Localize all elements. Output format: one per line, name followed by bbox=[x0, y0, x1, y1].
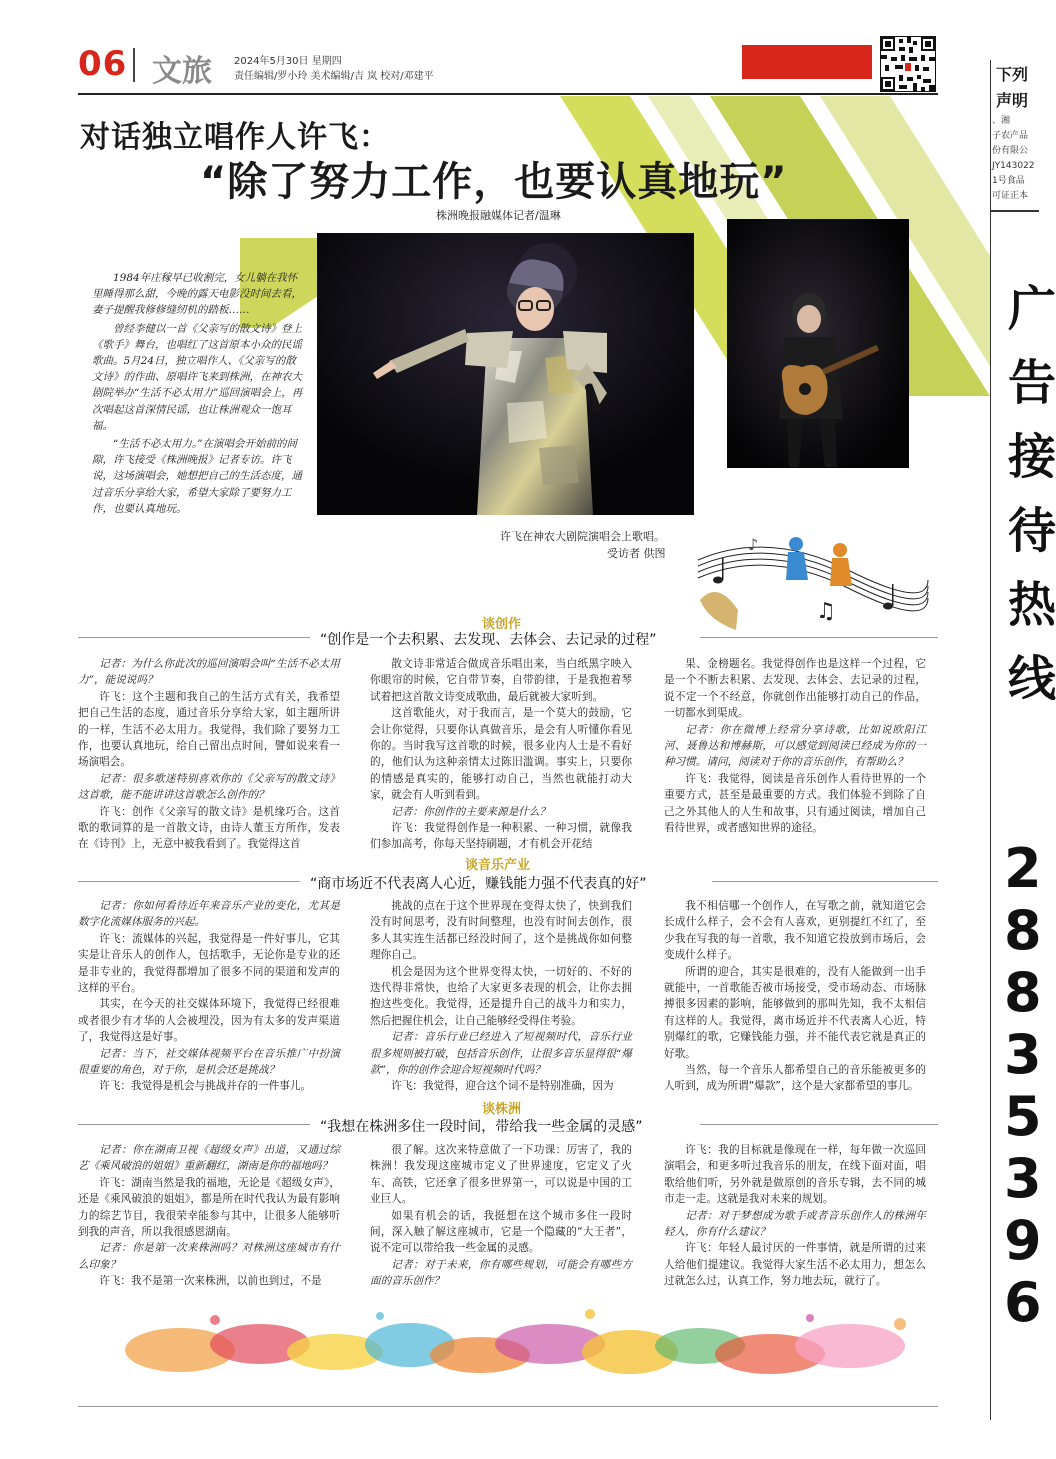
headline-line-2: “除了努力工作，也要认真地玩” bbox=[200, 159, 788, 205]
intro-paragraph: 1984年庄稼早已收割完，女儿躺在我怀里睡得那么甜，今晚的露天电影没时间去看，妻子提醒我修修缝纫机的踏板…… bbox=[92, 272, 302, 317]
ad-hotline-title bbox=[1008, 272, 1056, 716]
interview-answer: 许飞：我觉得，阅读是音乐创作人看待世界的一个重要方式，甚至是最重要的方式。我们体验不到除了自己之外其他人的人生和故事，只有通过阅读，增加自己看待世界，或者感知世界的途径。 bbox=[664, 772, 926, 835]
byline: 株洲晚报融媒体记者/温琳 bbox=[436, 209, 561, 222]
newspaper-logo bbox=[742, 45, 872, 79]
ad-digit: 8 bbox=[1004, 961, 1042, 1024]
interview-answer: 所谓的迎合，其实是很难的，没有人能做到一出手就能中，一首歌能否被市场接受，受市场动态、市场脉搏很多因素的影响，能够做到的那叫先知，我不太相信有这样的人。我觉得，离市场近并不代表离人心近，特别爆红的歌，它赚钱能力强，并不能代表它就是真正的好歌。 bbox=[664, 965, 926, 1060]
article-column bbox=[78, 898, 340, 1095]
interview-question: 记者：当下，社交媒体视频平台在音乐推广中扮演很重要的角色，对于你，是机会还是挑战？ bbox=[78, 1047, 340, 1077]
ad-digit: 9 bbox=[1004, 1209, 1042, 1272]
section-rule bbox=[78, 1124, 310, 1125]
interview-answer: 果、金榜题名。我觉得创作也是这样一个过程，它是一个不断去积累、去发现、去体会、去记录的过程，说不定一个不经意，你就创作出能够打动自己的作品，一切都水到渠成。 bbox=[664, 658, 926, 720]
notice-line: 份有限公 bbox=[992, 146, 1029, 156]
interview-answer: 如果有机会的话，我挺想在这个城市多住一段时间，深入触了解这座城市，它是一个隐藏的“大王者”，说不定可以带给我一些金属的灵感。 bbox=[370, 1209, 632, 1255]
ad-hotline-number bbox=[1004, 838, 1044, 1334]
interview-answer: 许飞：年轻人最讨厌的一件事情，就是所谓的过来人给他们提建议。我觉得大家生活不必太用力，想怎么过就怎么过，认真工作，努力地去玩，就行了。 bbox=[664, 1242, 926, 1288]
interview-question: 记者：对于梦想成为歌手或者音乐创作人的株洲年轻人，你有什么建议？ bbox=[664, 1209, 926, 1239]
ad-char: 接 bbox=[1008, 429, 1056, 485]
ad-char: 广 bbox=[1008, 281, 1056, 337]
section-quote-industry: “商市场近不代表离人心近，赚钱能力强不代表真的好” bbox=[310, 876, 647, 892]
article-column bbox=[370, 1142, 632, 1290]
section-name: 文旅 bbox=[152, 54, 212, 89]
header-divider bbox=[133, 48, 135, 82]
section-quote-creation: “创作是一个去积累、去发现、去体会、去记录的过程” bbox=[320, 632, 657, 648]
notice-line: 可证正本 bbox=[992, 191, 1029, 201]
notice-line: 、湘 bbox=[992, 116, 1011, 126]
header-rule bbox=[78, 93, 938, 95]
interview-answer: 挑战的点在于这个世界现在变得太快了，快到我们没有时间思考，没有时间整理，也没有时间去创作，很多人其实连生活都已经没时间了，这个是挑战你如何整理你自己。 bbox=[370, 900, 632, 962]
interview-question: 记者：你如何看待近年来音乐产业的变化，尤其是数字化流媒体服务的兴起。 bbox=[78, 900, 340, 929]
interview-answer: 我不相信哪一个创作人，在写歌之前，就知道它会长成什么样子，会不会有人喜欢，更别提红不红了，至少我在写我的每一首歌，我不知道它投放到市场后，会变成什么样子。 bbox=[664, 900, 926, 962]
interview-question: 记者：为什么你此次的巡回演唱会叫“生活不必太用力”，能说说吗？ bbox=[78, 658, 340, 687]
interview-answer: 机会是因为这个世界变得太快，一切好的、不好的迭代得非常快，也给了大家更多表现的机会，让你去拥抱这些变化。我觉得，还是提升自己的战斗力和实力，然后把握住机会，让自己能够经受得住考验。 bbox=[370, 965, 632, 1027]
intro-paragraph: 曾经李健以一首《父亲写的散文诗》登上《歌手》舞台，也唱红了这首原本小众的民谣歌曲。5月24日，独立唱作人、《父亲写的散文诗》的作曲、原唱许飞来到株洲，在神农大剧院举办“生活不必太用力”巡回演唱会上，再次唱起这首深情民谣，也让株洲观众一饱耳福。 bbox=[92, 322, 303, 432]
interview-answer: 许飞：这个主题和我自己的生活方式有关，我希望把自己生活的态度，通过音乐分享给大家，如主题所讲的一样，生活不必太用力。我觉得，我们除了要努力工作，也要认真地玩，给自己留出点时间，譬如说来看一场演唱会。 bbox=[78, 690, 340, 769]
article-column bbox=[370, 656, 632, 853]
interview-answer: 许飞：湖南当然是我的福地，无论是《超级女声》，还是《乘风破浪的姐姐》，都是所在时代我认为最有影响力的综艺节目，我很荣幸能参与其中，让很多人能够听到我的声音，所以我很感恩湖南。 bbox=[78, 1176, 340, 1239]
svg-text:♫: ♫ bbox=[816, 599, 836, 624]
section-rule bbox=[712, 881, 938, 882]
section-rule bbox=[700, 1124, 938, 1125]
paint-splash-decoration bbox=[120, 1300, 940, 1382]
interview-answer: 许飞：创作《父亲写的散文诗》是机缘巧合。这首歌的歌词算的是一首散文诗，由诗人董玉方所作，发表在《诗刊》上，无意中被我看到了。我觉得这首 bbox=[78, 805, 340, 851]
notice-text bbox=[992, 114, 1039, 204]
ad-digit: 5 bbox=[1004, 1085, 1042, 1148]
notice-heading: 声明 bbox=[996, 91, 1029, 110]
ad-digit: 2 bbox=[1004, 837, 1042, 900]
interview-question: 记者：很多歌迷特别喜欢你的《父亲写的散文诗》这首歌，能不能讲讲这首歌怎么创作的？ bbox=[78, 772, 340, 802]
notice-line: 子农产品 bbox=[992, 131, 1029, 141]
article-column bbox=[664, 1142, 926, 1290]
ad-digit: 3 bbox=[1004, 1023, 1042, 1086]
interview-answer: 许飞：流媒体的兴起，我觉得是一件好事儿，它其实是让音乐人的创作人，包括歌手，无论你是专业的还是非专业的，我觉得都增加了很多不同的渠道和发声的这样的平台。 bbox=[78, 932, 340, 995]
notice-rule bbox=[990, 210, 1039, 212]
article-column bbox=[78, 1142, 340, 1290]
interview-question: 记者：你创作的主要来源是什么？ bbox=[391, 805, 551, 818]
interview-question: 记者：你在微博上经常分享诗歌，比如说欧阳江河、聂鲁达和博赫斯，可以感觉到阅读已经成为你的一种习惯。请问，阅读对于你的音乐创作，有帮助么？ bbox=[664, 723, 926, 769]
editor-credits: 责任编辑/罗小玲 美术编辑/吉 岚 校对/邓建平 bbox=[234, 71, 434, 82]
interview-answer: 散文诗非常适合做成音乐唱出来，当白纸黑字映入你眼帘的时候，它自带节奏，自带韵律，于是我抱着琴试着把这首散文诗变成歌曲，最后就被大家听到。 bbox=[370, 658, 632, 703]
ad-digit: 8 bbox=[1004, 899, 1042, 962]
interview-answer: 许飞：我不是第一次来株洲，以前也到过，不是 bbox=[99, 1275, 322, 1288]
section-rule bbox=[78, 881, 300, 882]
ad-digit: 3 bbox=[1004, 1147, 1042, 1210]
article-column bbox=[370, 898, 632, 1095]
section-rule bbox=[700, 637, 938, 638]
page-number: 06 bbox=[78, 44, 128, 84]
interview-answer: 许飞：我的目标就是像现在一样，每年做一次巡回演唱会，和更多听过我音乐的朋友，在线下面对面，唱歌给他们听，另外就是做原创的音乐专辑，去不同的城市走一走。这就是我对未来的规划。 bbox=[664, 1144, 926, 1206]
section-quote-zhuzhou: “我想在株洲多住一段时间，带给我一些金属的灵感” bbox=[320, 1119, 643, 1135]
interview-question: 记者：你是第一次来株洲吗？对株洲这座城市有什么印象？ bbox=[78, 1242, 340, 1271]
interview-answer: 其实，在今天的社交媒体环境下，我觉得已经很难或者很少有才华的人会被埋没，因为有太多的发声渠道了，我觉得这是好事。 bbox=[78, 998, 340, 1044]
article-intro bbox=[92, 270, 306, 519]
interview-question: 记者：你在湖南卫视《超级女声》出道，又通过综艺《乘风破浪的姐姐》重新翻红，湖南是你的福地吗？ bbox=[78, 1144, 340, 1173]
headline-line-1: 对话独立唱作人许飞： bbox=[80, 120, 390, 155]
interview-answer: 很了解。这次来特意做了一下功课：厉害了，我的株洲！我发现这座城市定义了世界速度，它定义了火车、高铁，它还拿了很多世界第一，可以说是中国的工业巨人。 bbox=[370, 1144, 632, 1206]
photo-singer-performing bbox=[317, 233, 694, 515]
music-illustration bbox=[688, 520, 933, 638]
photo-caption: 许飞在神农大剧院演唱会上歌唱。 bbox=[500, 530, 665, 543]
interview-answer: 当然，每一个音乐人都希望自己的音乐能被更多的人听到，成为所谓“爆款”，这个是大家都希望的事儿。 bbox=[664, 1064, 926, 1093]
intro-paragraph: “生活不必太用力。”在演唱会开始前的间隙，许飞接受《株洲晚报》记者专访。许飞说，这场演唱会，她想把自己的生活态度，通过音乐分享给大家，希望大家除了要努力工作，也要认真地玩。 bbox=[92, 438, 302, 515]
section-label-creation: 谈创作 bbox=[482, 617, 522, 632]
ad-char: 线 bbox=[1008, 651, 1056, 707]
ad-char: 待 bbox=[1008, 503, 1056, 559]
bottom-rule bbox=[78, 1406, 938, 1407]
photo-singer-guitar bbox=[727, 219, 909, 468]
interview-question: 记者：对于未来，你有哪些规划，可能会有哪些方面的音乐创作？ bbox=[370, 1258, 632, 1288]
interview-answer: 许飞：我觉得创作是一种积累、一种习惯，就像我们参加高考，你每天坚持刷题，才有机会开花结 bbox=[370, 822, 632, 851]
section-label-industry: 谈音乐产业 bbox=[465, 858, 531, 873]
interview-answer: 许飞：我觉得是机会与挑战并存的一件事儿。 bbox=[99, 1080, 312, 1093]
article-column bbox=[78, 656, 340, 853]
notice-heading: 下列 bbox=[996, 65, 1029, 84]
qr-code-icon bbox=[880, 36, 936, 92]
section-rule bbox=[78, 637, 310, 638]
interview-answer: 许飞：我觉得，迎合这个词不是特别准确，因为 bbox=[391, 1080, 614, 1093]
ad-char: 热 bbox=[1008, 577, 1056, 633]
ad-digit: 6 bbox=[1004, 1271, 1042, 1334]
ad-char: 告 bbox=[1008, 355, 1056, 411]
interview-answer: 这首歌能火，对于我而言，是一个莫大的鼓励，它会让你觉得，只要你认真做音乐，是会有人听懂你看见你的。当时我写这首歌的时候，很多业内人士是不看好的，他们认为这种亲情太过陈旧滥调。事实上，只要你的情感是真实的，能够打动自己，当然也就能打动大家，就会有人听到看到。 bbox=[370, 707, 632, 802]
section-label-zhuzhou: 谈株洲 bbox=[482, 1102, 522, 1117]
photo-credit: 受访者 供图 bbox=[607, 547, 666, 560]
interview-question: 记者：音乐行业已经进入了短视频时代，音乐行业很多规则被打破，包括音乐创作，让很多音乐显得很“爆款”，你的创作会迎合短视频时代吗？ bbox=[370, 1031, 632, 1077]
notice-line: 1号食品 bbox=[992, 176, 1025, 186]
svg-text:♪: ♪ bbox=[748, 535, 759, 554]
article-column bbox=[664, 898, 926, 1095]
article-column bbox=[664, 656, 926, 836]
notice-line: JY143022 bbox=[992, 161, 1035, 171]
issue-date: 2024年5月30日 星期四 bbox=[234, 56, 342, 67]
